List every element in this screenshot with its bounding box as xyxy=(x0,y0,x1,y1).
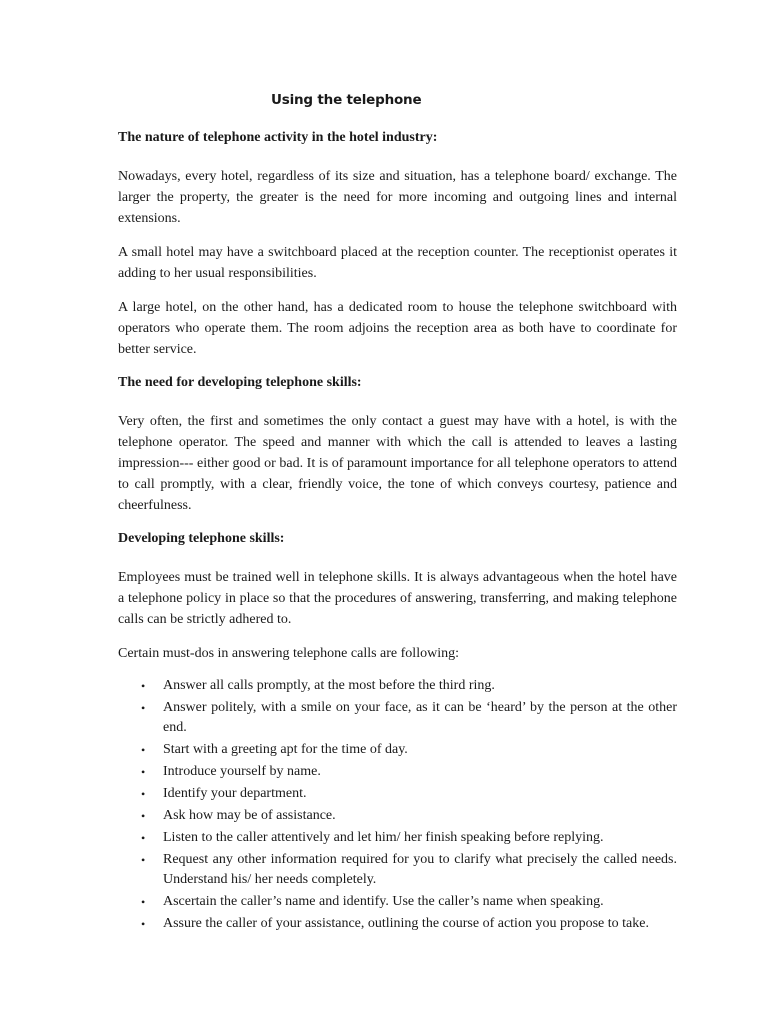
paragraph: Very often, the first and sometimes the only contact a guest may have with a hotel, is with the telephone operator. The speed and manner with which the call is attended to leaves a lasting impression--- either good or bad. It is of paramount importance for all telephone operators to attend to call promptly, with a clear, friendly voice, the tone of which conveys courtesy, patience and cheerfulness. xyxy=(118,414,677,513)
bullet-icon: • xyxy=(141,831,146,845)
paragraph: A large hotel, on the other hand, has a dedicated room to house the telephone switchboard with operators who operate them. The room adjoins the reception area as both have to coordinate for better service. xyxy=(118,300,677,357)
bullet-icon: • xyxy=(141,853,146,867)
bullet-icon: • xyxy=(141,917,146,931)
list-item xyxy=(118,740,677,760)
bullet-icon: • xyxy=(141,895,146,909)
paragraph: Certain must-dos in answering telephone calls are following: xyxy=(118,646,459,661)
list-item xyxy=(118,784,677,804)
list-item xyxy=(118,806,677,826)
document-body xyxy=(118,128,677,936)
bullet-icon: • xyxy=(141,809,146,823)
section-heading-need: The need for developing telephone skills: xyxy=(118,375,362,390)
list-item-text: Identify your department. xyxy=(163,786,307,801)
bullet-icon: • xyxy=(141,743,146,757)
section-heading-developing: Developing telephone skills: xyxy=(118,531,285,546)
list-item-text: Introduce yourself by name. xyxy=(163,764,321,779)
list-item xyxy=(118,850,677,890)
paragraph: Employees must be trained well in telephone skills. It is always advantageous when the hotel have a telephone policy in place so that the procedures of answering, transferring, and making telephone calls can be strictly adhered to. xyxy=(118,570,677,627)
list-item xyxy=(118,676,677,696)
bullet-icon: • xyxy=(141,679,146,693)
paragraph: A small hotel may have a switchboard placed at the reception counter. The receptionist operates it adding to her usual responsibilities. xyxy=(118,245,677,281)
list-item xyxy=(118,828,677,848)
page-title: Using the telephone xyxy=(271,92,422,108)
list-item-text: Request any other information required for you to clarify what precisely the called needs. Understand his/ her needs completely. xyxy=(163,852,677,887)
list-item-text: Ascertain the caller’s name and identify. Use the caller’s name when speaking. xyxy=(163,894,604,909)
list-item xyxy=(118,892,677,912)
bullet-icon: • xyxy=(141,765,146,779)
section-heading-nature: The nature of telephone activity in the hotel industry: xyxy=(118,130,438,145)
list-item-text: Answer all calls promptly, at the most before the third ring. xyxy=(163,678,495,693)
list-item-text: Answer politely, with a smile on your face, as it can be ‘heard’ by the person at the other end. xyxy=(163,700,677,735)
list-item-text: Ask how may be of assistance. xyxy=(163,808,336,823)
bullet-icon: • xyxy=(141,701,146,715)
paragraph: Nowadays, every hotel, regardless of its size and situation, has a telephone board/ exchange. The larger the property, the greater is the need for more incoming and outgoing lines and internal extensions. xyxy=(118,169,677,226)
list-item xyxy=(118,762,677,782)
must-dos-list xyxy=(118,676,677,934)
list-item-text: Start with a greeting apt for the time of day. xyxy=(163,742,408,757)
bullet-icon: • xyxy=(141,787,146,801)
list-item xyxy=(118,914,677,934)
list-item-text: Listen to the caller attentively and let him/ her finish speaking before replying. xyxy=(163,830,604,845)
list-item-text: Assure the caller of your assistance, outlining the course of action you propose to take. xyxy=(163,916,649,931)
list-item xyxy=(118,698,677,738)
